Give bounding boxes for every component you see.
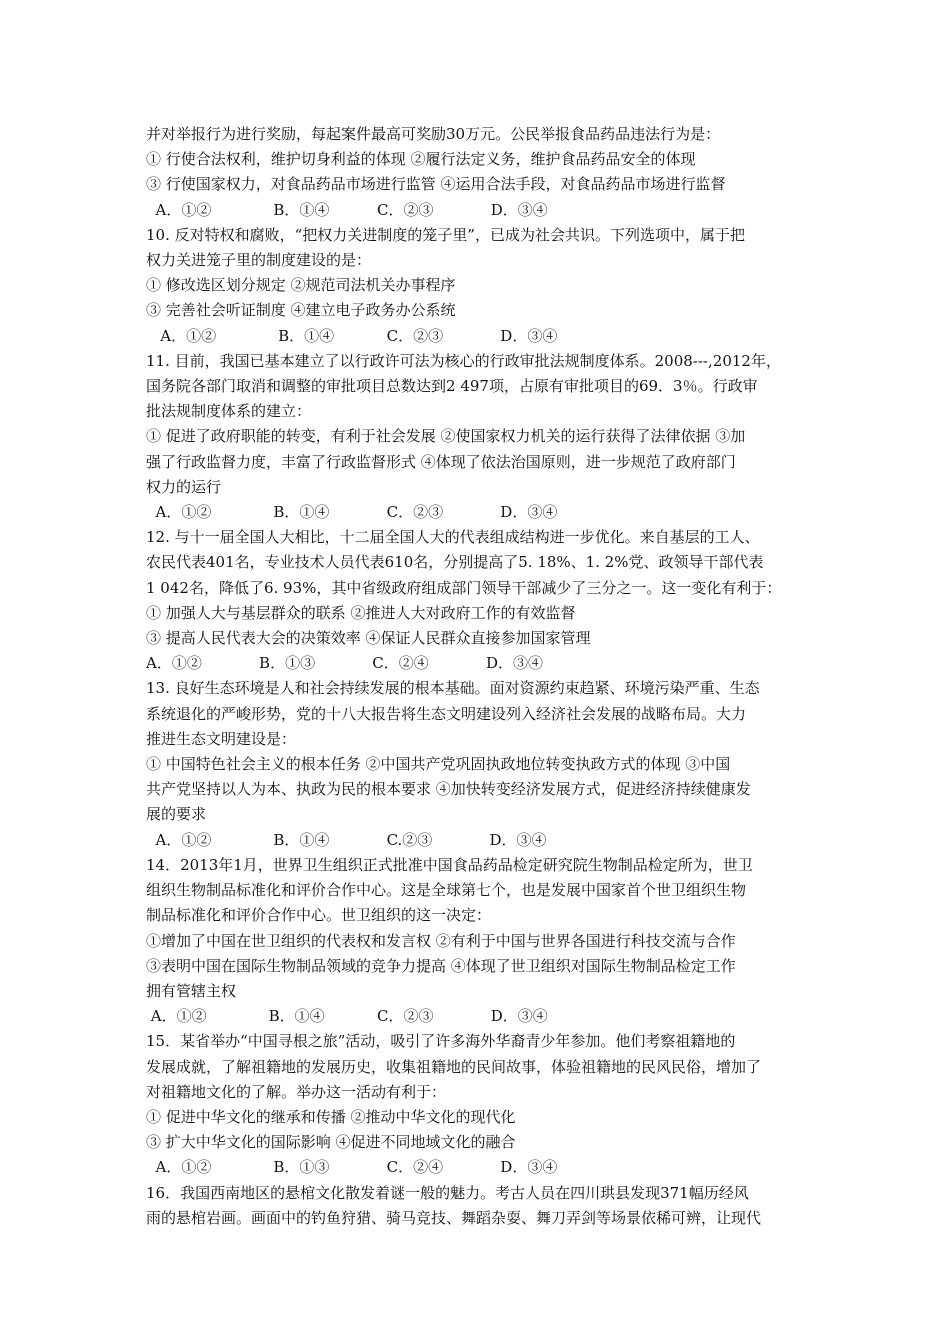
text-line: ③ 完善社会听证制度 ④建立电子政务办公系统 xyxy=(146,301,456,320)
text-line: ①增加了中国在世卫组织的代表权和发言权 ②有利于中国与世界各国进行科技交流与合作 xyxy=(146,931,736,950)
answer-options-line: A．①② B．①④ C.②③ D．③④ xyxy=(146,830,547,849)
text-line: 1 042名，降低了6. 93%，其中省级政府组成部门领导干部减少了三分之一。这一变化有利于： xyxy=(146,578,782,597)
text-line: ① 加强人大与基层群众的联系 ②推进人大对政府工作的有效监督 xyxy=(146,603,576,622)
text-line: ① 行使合法权利，维护切身利益的体现 ②履行法定义务，维护食品药品安全的体现 xyxy=(146,150,696,169)
text-line: 拥有管辖主权 xyxy=(146,981,237,1000)
text-line: 制品标准化和评价合作中心。世卫组织的这一决定： xyxy=(146,906,492,925)
answer-options-line: A．①② B．①④ C．②③ D．③④ xyxy=(146,1007,548,1026)
text-line: 展的要求 xyxy=(146,805,207,824)
text-line: 推进生态文明建设是： xyxy=(146,729,297,748)
text-line: ③ 行使国家权力，对食品药品市场进行监管 ④运用合法手段，对食品药品市场进行监督 xyxy=(146,175,726,194)
document-page xyxy=(146,122,826,1231)
text-line: ① 促进了政府职能的转变，有利于社会发展 ②使国家权力机关的运行获得了法律依据 ③加 xyxy=(146,427,746,446)
text-line: ① 促进中华文化的继承和传播 ②推动中华文化的现代化 xyxy=(146,1107,516,1126)
text-line: 权力关进笼子里的制度建设的是： xyxy=(146,251,372,270)
answer-options-line: A．①② B．①③ C．②④ D．③④ xyxy=(146,654,544,673)
text-line: 并对举报行为进行奖励，每起案件最高可奖励30万元。公民举报食品药品违法行为是： xyxy=(146,125,721,143)
text-line: ③表明中国在国际生物制品领域的竞争力提高 ④体现了世卫组织对国际生物制品检定工作 xyxy=(146,956,736,975)
text-line: 13. 良好生态环境是人和社会持续发展的根本基础。面对资源约束趋紧、环境污染严重、生态 xyxy=(146,679,760,698)
text-line: 11. 目前，我国已基本建立了以行政许可法为核心的行政审批法规制度体系。2008---,2012年， xyxy=(146,351,781,370)
answer-options-line: A．①② B．①④ C．②③ D．③④ xyxy=(146,503,558,522)
text-line: 10. 反对特权和腐败，“把权力关进制度的笼子里”，已成为社会共识。下列选项中，属于把 xyxy=(146,225,745,244)
text-line: 强了行政监督力度，丰富了行政监督形式 ④体现了依法治国原则，进一步规范了政府部门 xyxy=(146,452,736,471)
answer-options-line: A．①② B．①③ C．②④ D．③④ xyxy=(146,1158,558,1177)
text-line: 国务院各部门取消和调整的审批项目总数达到2 497项，占原有审批项目的69．3％。行政审 xyxy=(146,377,758,396)
answer-options-line: A．①② B．①④ C．②③ D．③④ xyxy=(146,326,558,345)
text-line: 16．我国西南地区的悬棺文化散发着谜一般的魅力。考古人员在四川珙县发现371幅历经风 xyxy=(146,1183,749,1202)
text-line: 共产党坚持以人为本、执政为民的根本要求 ④加快转变经济发展方式，促进经济持续健康发 xyxy=(146,780,751,799)
text-line: ① 中国特色社会主义的根本任务 ②中国共产党巩固执政地位转变执政方式的体现 ③中国 xyxy=(146,755,731,774)
text-line: 12. 与十一届全国人大相比，十二届全国人大的代表组成结构进一步优化。来自基层的工人、 xyxy=(146,528,760,547)
answer-options-line: A．①② B．①④ C．②③ D．③④ xyxy=(146,200,548,219)
text-line: 15．某省举办“中国寻根之旅”活动，吸引了许多海外华裔青少年参加。他们考察祖籍地的 xyxy=(146,1032,736,1051)
text-line: 组织生物制品标准化和评价合作中心。这是全球第七个，也是发展中国家首个世卫组织生物 xyxy=(146,881,747,900)
text-line: ③ 提高人民代表大会的决策效率 ④保证人民群众直接参加国家管理 xyxy=(146,629,591,648)
text-line: 批法规制度体系的建立： xyxy=(146,402,312,421)
text-line: 发展成就，了解祖籍地的发展历史，收集祖籍地的民间故事，体验祖籍地的民风民俗，增加了 xyxy=(146,1057,762,1076)
text-line: 权力的运行 xyxy=(146,477,222,496)
text-line: 对祖籍地文化的了解。举办这一活动有利于： xyxy=(146,1082,447,1101)
text-line: ① 修改选区划分规定 ②规范司法机关办事程序 xyxy=(146,276,456,295)
text-line: 系统退化的严峻形势，党的十八大报告将生态文明建设列入经济社会发展的战略布局。大力 xyxy=(146,704,747,723)
text-line: 农民代表401名，专业技术人员代表610名，分别提高了5. 18%、1. 2%党、政领导干部代表 xyxy=(146,553,764,572)
text-line: 雨的悬棺岩画。画面中的钓鱼狩猎、骑马竞技、舞蹈杂耍、舞刀弄剑等场景依稀可辨，让现代 xyxy=(146,1208,762,1227)
text-line: 14．2013年1月，世界卫生组织正式批准中国食品药品检定研究院生物制品检定所为，世卫 xyxy=(146,855,753,874)
text-line: ③ 扩大中华文化的国际影响 ④促进不同地域文化的融合 xyxy=(146,1133,516,1152)
